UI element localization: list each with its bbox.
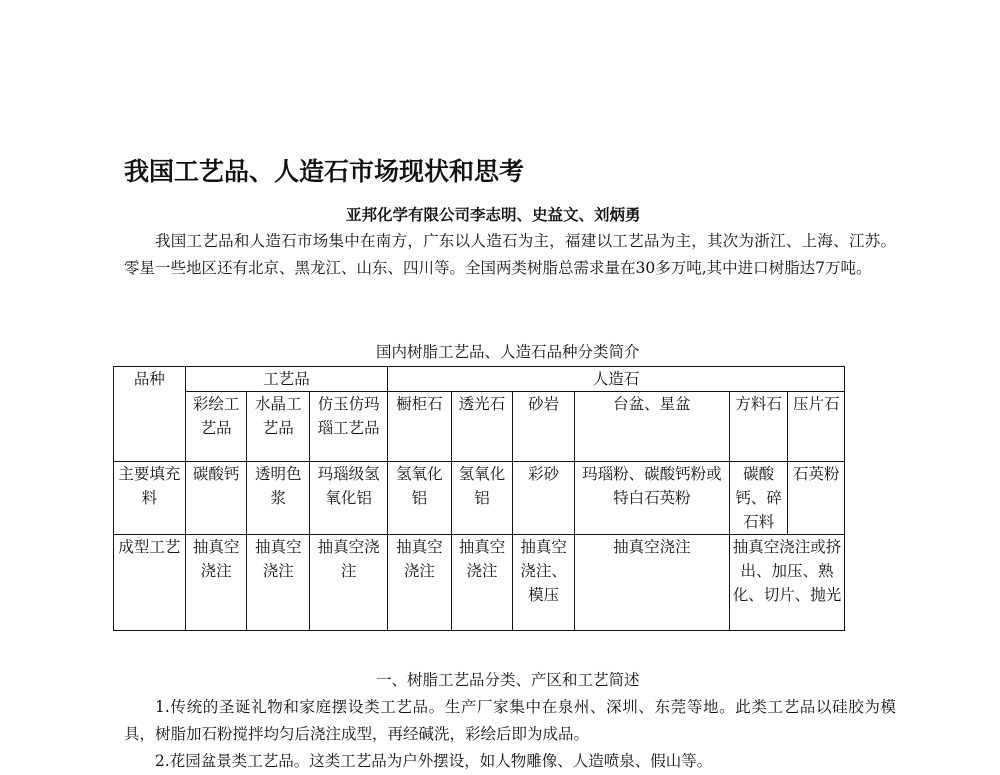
filler-cell: 碳酸钙 bbox=[185, 462, 247, 535]
intro-paragraph: 我国工艺品和人造石市场集中在南方，广东以人造石为主，福建以工艺品为主，其次为浙江、上海、江苏。零星一些地区还有北京、黑龙江、山东、四川等。全国两类树脂总需求量在30多万吨,其中进口树脂达7万吨。 bbox=[124, 232, 896, 277]
filler-cell: 透明色浆 bbox=[247, 462, 310, 535]
table-row bbox=[114, 392, 845, 462]
table-row bbox=[114, 462, 845, 535]
table-caption: 国内树脂工艺品、人造石品种分类简介 bbox=[376, 343, 640, 361]
variety-cell: 压片石 bbox=[788, 392, 845, 462]
filler-cell: 玛瑙级氢氧化铝 bbox=[310, 462, 388, 535]
filler-row-header: 主要填充料 bbox=[114, 462, 186, 535]
variety-cell: 橱柜石 bbox=[388, 392, 452, 462]
variety-cell: 台盆、星盆 bbox=[574, 392, 729, 462]
filler-cell: 石英粉 bbox=[788, 462, 845, 535]
variety-cell: 方料石 bbox=[729, 392, 788, 462]
process-row-header: 成型工艺 bbox=[114, 535, 186, 631]
process-cell: 抽真空浇注 bbox=[574, 535, 729, 631]
process-cell: 抽真空浇注或挤出、加压、熟化、切片、抛光 bbox=[729, 535, 844, 631]
group-header-stone: 人造石 bbox=[388, 367, 845, 392]
filler-cell: 碳酸钙、碎石料 bbox=[729, 462, 788, 535]
table-row bbox=[114, 367, 845, 392]
process-cell: 抽真空浇注 bbox=[247, 535, 310, 631]
article-title: 我国工艺品、人造石市场现状和思考 bbox=[124, 157, 525, 186]
process-cell: 抽真空浇注 bbox=[388, 535, 452, 631]
process-cell: 抽真空浇注、模压 bbox=[513, 535, 575, 631]
row-header-variety: 品种 bbox=[114, 367, 186, 462]
group-header-crafts: 工艺品 bbox=[185, 367, 387, 392]
variety-cell: 透光石 bbox=[451, 392, 513, 462]
author-line: 亚邦化学有限公司李志明、史益文、刘炳勇 bbox=[346, 205, 641, 224]
filler-cell: 氢氧化铝 bbox=[388, 462, 452, 535]
variety-cell: 砂岩 bbox=[513, 392, 575, 462]
process-cell: 抽真空浇注 bbox=[185, 535, 247, 631]
table-row bbox=[114, 535, 845, 631]
classification-table bbox=[113, 366, 845, 631]
variety-cell: 彩绘工艺品 bbox=[185, 392, 247, 462]
body-paragraph: 1.传统的圣诞礼物和家庭摆设类工艺品。生产厂家集中在泉州、深圳、东莞等地。此类工艺品以硅胶为模具，树脂加石粉搅拌均匀后浇注成型，再经碱洗，彩绘后即为成品。 bbox=[124, 698, 896, 743]
variety-cell: 水晶工艺品 bbox=[247, 392, 310, 462]
section-heading: 一、树脂工艺品分类、产区和工艺简述 bbox=[376, 671, 640, 689]
filler-cell: 彩砂 bbox=[513, 462, 575, 535]
filler-cell: 氢氧化铝 bbox=[451, 462, 513, 535]
process-cell: 抽真空浇注 bbox=[451, 535, 513, 631]
variety-cell: 仿玉仿玛瑙工艺品 bbox=[310, 392, 388, 462]
filler-cell: 玛瑙粉、碳酸钙粉或特白石英粉 bbox=[574, 462, 729, 535]
process-cell: 抽真空浇注 bbox=[310, 535, 388, 631]
body-paragraph: 2.花园盆景类工艺品。这类工艺品为户外摆设，如人物雕像、人造喷泉、假山等。 bbox=[155, 752, 713, 770]
